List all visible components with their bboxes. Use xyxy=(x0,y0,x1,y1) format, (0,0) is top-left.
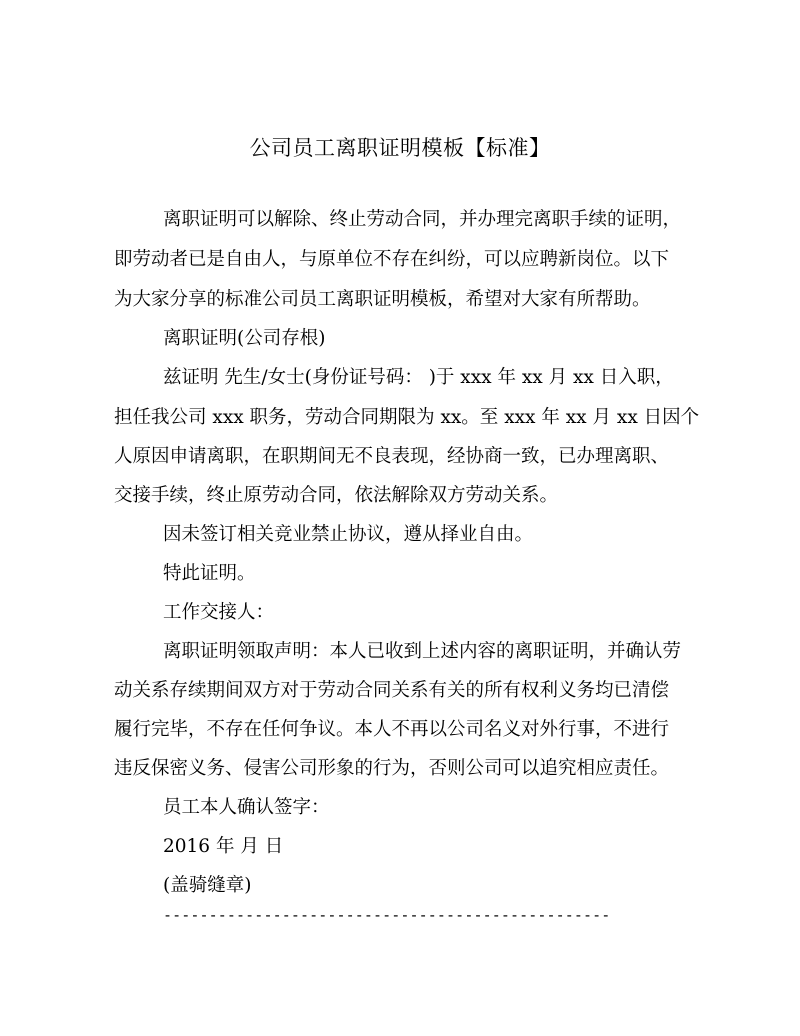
body-line-4: 交接手续，终止原劳动合同，依法解除双方劳动关系。 xyxy=(114,485,559,506)
intro-line-3: 为大家分享的标准公司员工离职证明模板，希望对大家有所帮助。 xyxy=(114,289,651,310)
seal-line: (盖骑缝章) xyxy=(163,875,252,896)
handover-line: 工作交接人： xyxy=(163,602,275,623)
declaration-line-3: 履行完毕，不存在任何争议。本人不再以公司名义对外行事，不进行 xyxy=(114,719,670,740)
intro-line-2: 即劳动者已是自由人，与原单位不存在纠纷，可以应聘新岗位。以下 xyxy=(114,249,670,270)
non-compete-line: 因未签订相关竞业禁止协议，遵从择业自由。 xyxy=(163,524,534,545)
declaration-line-2: 动关系存续期间双方对于劳动合同关系有关的所有权利义务均已清偿 xyxy=(114,680,670,701)
body-line-1: 兹证明 先生/女士(身份证号码： )于 xxx 年 xx 月 xx 日入职， xyxy=(163,367,674,388)
date-line: 2016 年 月 日 xyxy=(163,836,284,857)
body-line-2: 担任我公司 xxx 职务，劳动合同期限为 xx。至 xxx 年 xx 月 xx 日因个 xyxy=(114,407,700,428)
document-title: 公司员工离职证明模板【标准】 xyxy=(249,136,551,160)
body-line-3: 人原因申请离职，在职期间无不良表现，经协商一致，已办理离职、 xyxy=(114,446,670,467)
stub-heading: 离职证明(公司存根) xyxy=(163,328,326,349)
hereby-line: 特此证明。 xyxy=(163,563,256,584)
intro-line-1: 离职证明可以解除、终止劳动合同，并办理完离职手续的证明， xyxy=(163,209,682,230)
signature-line: 员工本人确认签字： xyxy=(163,797,330,818)
declaration-line-4: 违反保密义务、侵害公司形象的行为，否则公司可以追究相应责任。 xyxy=(114,758,670,779)
cut-line: ------------------------------------------------- xyxy=(163,906,611,924)
declaration-line-1: 离职证明领取声明：本人已收到上述内容的离职证明，并确认劳 xyxy=(163,641,682,662)
